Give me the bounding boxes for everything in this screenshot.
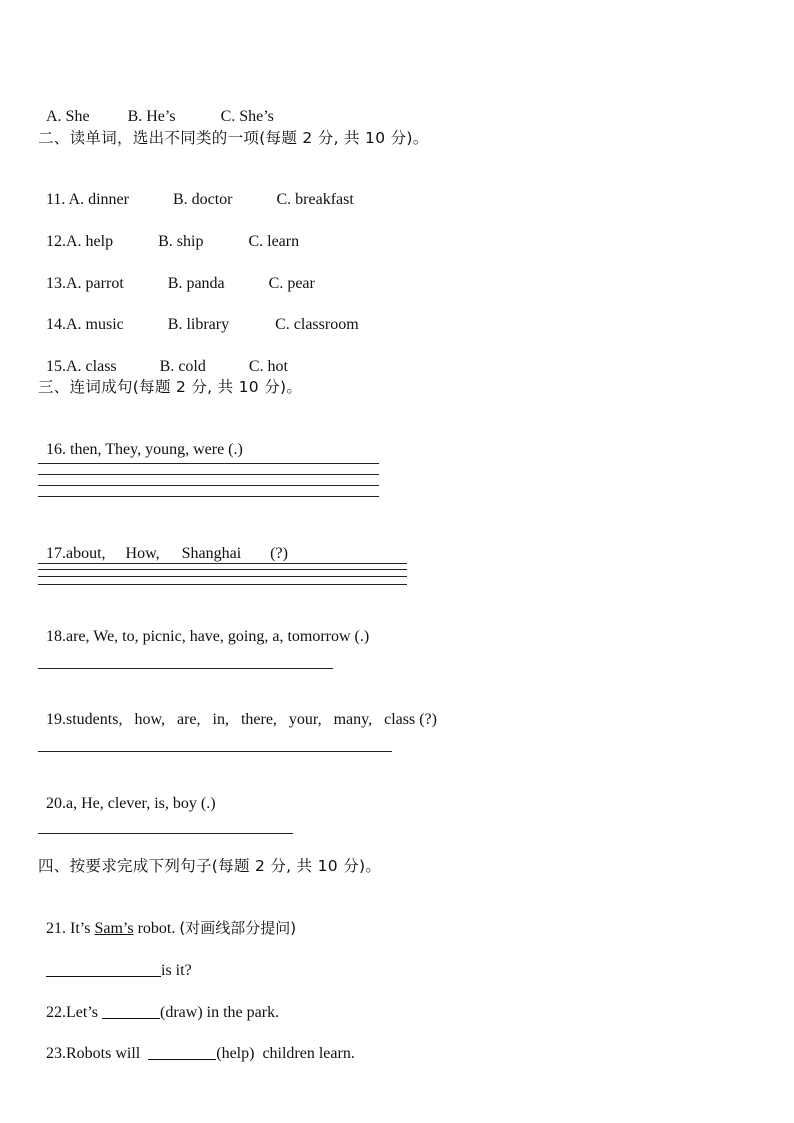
answer-line: [38, 485, 379, 486]
option-b: B. panda: [167, 275, 225, 292]
answer-line: [38, 474, 379, 475]
option-c: C. pear: [268, 275, 315, 292]
question-21: [38, 898, 296, 939]
question-number: 21.: [46, 920, 66, 937]
question-number: 20.: [46, 795, 66, 812]
option-b: B. He’s: [127, 108, 176, 125]
option-a: A. help: [66, 233, 114, 250]
question-text: is it?: [161, 962, 192, 979]
question-text: then, They, young, were (.): [66, 441, 243, 458]
word: (?): [270, 545, 288, 562]
question-21-answer: [38, 940, 192, 981]
option-b: B. library: [167, 316, 230, 333]
question-19: [38, 690, 437, 730]
question-14: [38, 295, 359, 335]
word: about,: [66, 545, 106, 562]
question-text: a, He, clever, is, boy (.): [66, 795, 216, 812]
question-23: [38, 1023, 355, 1064]
option-a: A. parrot: [66, 275, 124, 292]
underlined-word: Sam’s: [94, 920, 134, 937]
option-c: C. learn: [248, 233, 300, 250]
option-c: C. hot: [248, 358, 288, 375]
answer-line: [38, 576, 407, 577]
answer-line: [38, 463, 379, 464]
answer-line: [38, 569, 407, 570]
question-number: 17.: [46, 545, 66, 562]
option-a: A. dinner: [65, 191, 129, 208]
question-text: (draw) in the park.: [160, 1004, 280, 1021]
question-text: students, how, are, in, there, your, many, class (?): [66, 711, 437, 728]
option-b: B. doctor: [172, 191, 233, 208]
option-a: A. class: [66, 358, 117, 375]
question-text: (help) children learn.: [216, 1045, 355, 1062]
section-3-title: 三、连词成句(每题 2 分, 共 10 分)。: [38, 378, 303, 396]
question-number: 19.: [46, 711, 66, 728]
answer-blank[interactable]: [102, 1002, 160, 1019]
question-number: 23.: [46, 1045, 66, 1062]
question-15: [38, 337, 288, 377]
question-number: 13.: [46, 275, 66, 292]
question-number: 16.: [46, 441, 66, 458]
section-2-title: 二、读单词，选出不同类的一项(每题 2 分, 共 10 分)。: [38, 129, 429, 147]
section-4-title: 四、按要求完成下列句子(每题 2 分, 共 10 分)。: [38, 857, 382, 875]
question-number: 12.: [46, 233, 66, 250]
question-22: [38, 982, 279, 1023]
question-number: 14.: [46, 316, 66, 333]
option-a: A. music: [66, 316, 124, 333]
question-text: Let’s: [66, 1004, 102, 1021]
answer-line: [38, 496, 379, 497]
question-17: [38, 524, 288, 564]
question-text: Robots will: [66, 1045, 149, 1062]
question-text: robot.: [133, 920, 180, 937]
option-b: B. ship: [158, 233, 204, 250]
option-b: B. cold: [159, 358, 206, 375]
option-c: C. breakfast: [276, 191, 354, 208]
question-11: [38, 170, 354, 210]
question-text: It’s: [66, 920, 95, 937]
question-number: 22.: [46, 1004, 66, 1021]
question-13: [38, 254, 315, 294]
word: How,: [125, 545, 160, 562]
question-text: are, We, to, picnic, have, going, a, tomorrow (.): [66, 628, 370, 645]
answer-line[interactable]: [38, 833, 293, 834]
answer-blank[interactable]: [148, 1043, 216, 1060]
answer-line[interactable]: [38, 668, 333, 669]
answer-blank[interactable]: [46, 960, 161, 977]
q10-options: [38, 87, 274, 127]
answer-line[interactable]: [38, 751, 392, 752]
question-18: [38, 607, 369, 647]
question-12: [38, 212, 299, 252]
question-number: 15.: [46, 358, 66, 375]
question-number: 18.: [46, 628, 66, 645]
option-c: C. classroom: [275, 316, 359, 333]
question-16: [38, 420, 243, 460]
question-number: 11.: [46, 191, 66, 208]
question-20: [38, 774, 216, 814]
answer-line: [38, 584, 407, 585]
word: Shanghai: [181, 545, 242, 562]
answer-line: [38, 563, 407, 564]
option-a: A. She: [46, 108, 90, 125]
instruction: (对画线部分提问): [179, 919, 297, 937]
option-c: C. She’s: [220, 108, 274, 125]
